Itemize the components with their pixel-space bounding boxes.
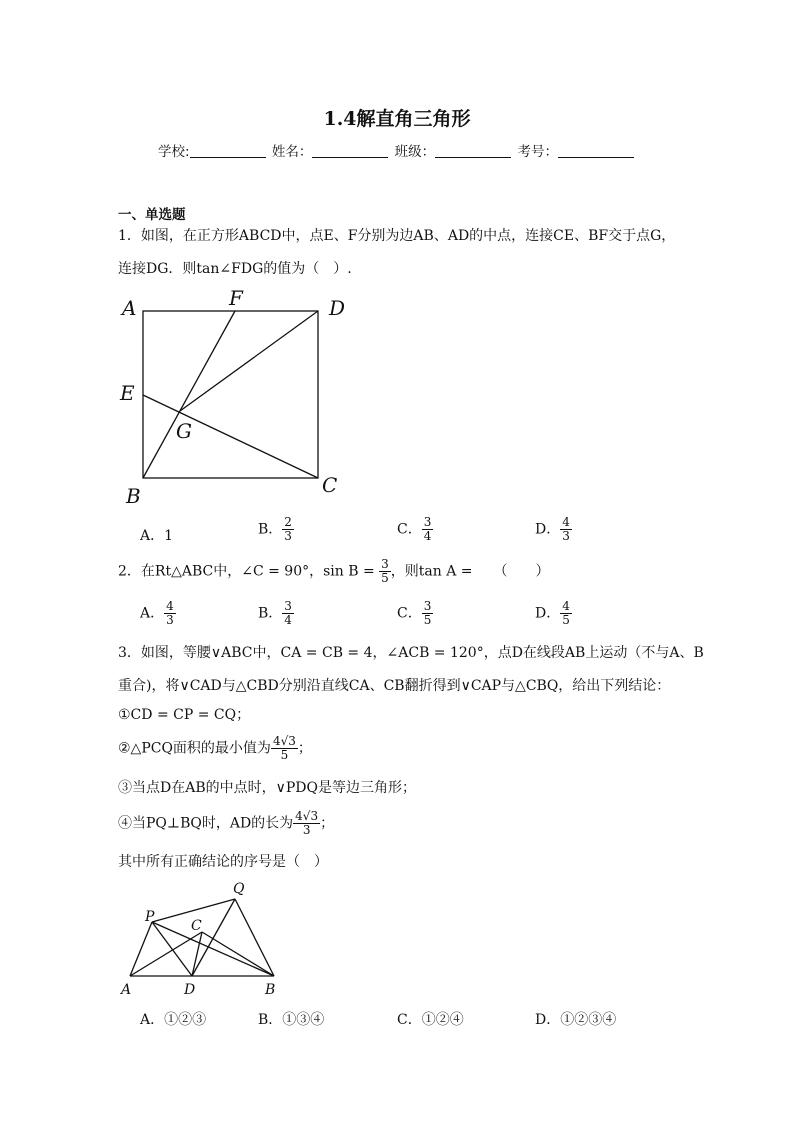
q1-option-b[interactable]: B． $\frac{2}{3}$ <box>258 515 292 543</box>
section-heading: 一、单选题 <box>118 207 186 223</box>
q3-option-a[interactable]: A．①②③ <box>140 1012 207 1028</box>
fraction: $\frac{4}{3}$ <box>166 599 174 627</box>
label-d: D <box>329 296 346 320</box>
q2-option-d[interactable]: D． $\frac{4}{5}$ <box>535 599 570 627</box>
class-label: 班级： <box>394 144 436 160</box>
q1-line2: 连接DG．则tan∠FDG的值为（ ）. <box>118 261 352 277</box>
fraction: $\frac{3}{5}$ <box>381 557 389 585</box>
segment-pb <box>152 922 274 976</box>
q1-option-c[interactable]: C． $\frac{3}{4}$ <box>397 515 432 543</box>
segment-ap <box>130 922 152 976</box>
label-q: Q <box>233 881 245 897</box>
fraction: $\frac{4}{5}$ <box>562 599 570 627</box>
label-e: E <box>120 381 135 405</box>
fraction: $\frac{4√3}{3}$ <box>295 809 319 837</box>
q1-option-a[interactable]: A．1 <box>140 528 174 544</box>
q3-option-b[interactable]: B．①③④ <box>258 1012 325 1028</box>
q2-option-a[interactable]: A． $\frac{4}{3}$ <box>140 599 174 627</box>
q1-square-figure <box>112 285 352 510</box>
q3-line2: 重合)，将∨CAD与△CBD分别沿直线CA、CB翻折得到∨CAP与△CBQ，给出下列结论： <box>118 678 671 694</box>
label-c: C <box>322 473 338 497</box>
q3-conclusion-2: ②△PCQ面积的最小值为 $\frac{4√3}{5}$ ； <box>118 734 312 762</box>
fraction: $\frac{3}{5}$ <box>423 599 432 627</box>
label-d: D <box>184 982 196 998</box>
label-a: A <box>122 296 137 320</box>
school-blank <box>190 144 266 158</box>
q3-option-c[interactable]: C．①②④ <box>397 1012 464 1028</box>
square-abcd <box>143 311 318 478</box>
school-label: 学校: <box>158 144 190 160</box>
label-a: A <box>121 982 132 998</box>
q3-line1: 3．如图，等腰∨ABC中，CA = CB = 4，∠ACB = 120°，点D在线段AB上运动（不与A、B <box>118 645 704 661</box>
q3-conclusion-1: ①CD = CP = CQ； <box>118 707 251 723</box>
class-blank <box>435 144 511 158</box>
q2-option-b[interactable]: B． $\frac{3}{4}$ <box>258 599 292 627</box>
fraction: $\frac{2}{3}$ <box>284 515 292 543</box>
segment-cd <box>192 932 202 976</box>
label-c: C <box>191 918 202 934</box>
label-f: F <box>229 286 243 310</box>
label-b: B <box>265 982 276 998</box>
name-blank <box>312 144 388 158</box>
q2-option-c[interactable]: C． $\frac{3}{5}$ <box>397 599 432 627</box>
number-label: 考号： <box>517 144 558 160</box>
segment-bf <box>143 311 235 478</box>
number-blank <box>558 144 634 158</box>
q3-conclusion-3: ③当点D在AB的中点时，∨PDQ是等边三角形； <box>118 780 416 796</box>
segment-ce <box>143 395 318 478</box>
name-label: 姓名： <box>271 144 313 160</box>
student-info-row <box>0 140 794 160</box>
segment-pd <box>152 922 192 976</box>
q3-conclusion-4: ④当PQ⊥BQ时，AD的长为 $\frac{4√3}{3}$ ； <box>118 809 335 837</box>
q3-option-d[interactable]: D．①②③④ <box>535 1012 617 1028</box>
q2-stem: 2．在Rt△ABC中，∠C = 90°，sin B = $\frac{3}{5}$ ，则tan A = （ ） <box>118 557 550 585</box>
segment-dq <box>192 899 235 976</box>
fraction: $\frac{4√3}{5}$ <box>272 734 296 762</box>
segment-dg <box>180 311 318 411</box>
fraction: $\frac{3}{4}$ <box>423 515 432 543</box>
q1-line1: 1．如图，在正方形ABCD中，点E、F分别为边AB、AD的中点，连接CE、BF交于点G， <box>118 228 676 244</box>
label-b: B <box>126 484 141 508</box>
fraction: $\frac{4}{3}$ <box>562 515 570 543</box>
q3-question: 其中所有正确结论的序号是（ ） <box>118 854 328 870</box>
label-p: P <box>145 909 155 925</box>
q1-option-d[interactable]: D． $\frac{4}{3}$ <box>535 515 570 543</box>
segment-ac <box>130 932 202 976</box>
page-title: 1.4解直角三角形 <box>323 108 471 130</box>
fraction: $\frac{3}{4}$ <box>284 599 292 627</box>
label-g: G <box>176 419 192 443</box>
q3-triangle-figure <box>112 877 292 1002</box>
